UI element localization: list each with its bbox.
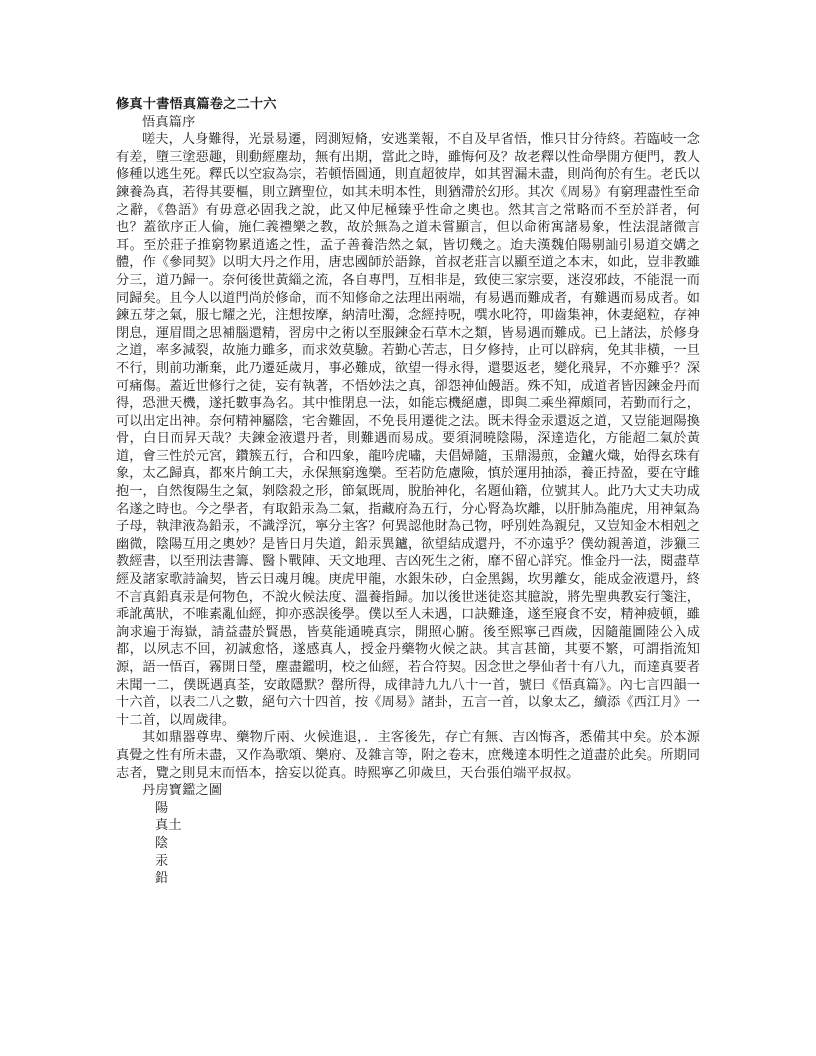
diagram-label-mercury: 汞 <box>155 853 169 869</box>
section-heading: 悟真篇序 <box>142 114 196 130</box>
diagram-label-lead: 鉛 <box>155 871 169 887</box>
body-paragraph-2: 其如鼎器尊卑、藥物斤兩、火候進退，．主客後先，存亡有無、吉凶悔吝，悉備其中矣。於本源真覺之性有所未盡，又作為歌頌、樂府、及雜言等，附之卷末，庶幾達本明性之道盡於此矣。所期同志者，覽之則見末而悟本，捨妄以從真。時熙寧乙卯歲旦，天台張伯端平叔叔。 <box>116 730 700 781</box>
diagram-label-true-earth: 真土 <box>155 818 182 834</box>
diagram-label-yang: 陽 <box>155 800 169 816</box>
page-title: 修真十書悟真篇卷之二十六 <box>116 97 277 112</box>
diagram-label-yin: 陰 <box>155 835 169 851</box>
diagram-title: 丹房寶鑑之圖 <box>142 783 223 799</box>
body-paragraph-1: 嗟夫，人身難得，光景易遷，罔測短脩，安逃業報，不自及早省悟，惟只甘分待終。若臨岐一念有差，墮三塗惡趣，則動經塵劫，無有出期，當此之時，雖悔何及？故老釋以性命學開方便門，教人修種以逃生死。釋氏以空寂為宗，若頓悟圓通，則直超彼岸，如其習漏未盡，則尚徇於有生。老氏以鍊養為真，若得其要樞，則立躋聖位，如其未明本性，則猶滯於幻形。其次《周易》有窮理盡性至命之辭，《魯語》有毋意必固我之說，此又仲尼極臻乎性命之奧也。然其言之常略而不至於詳者，何也？蓋欲序正人倫，施仁義禮樂之教，故於無為之道未嘗顯言，但以命術寓諸易象，性法混諸微言耳。至於莊子推窮物累逍遙之性，孟子善養浩然之氣，皆切幾之。迨夫漢魏伯陽剔訕引易道交媾之體，作《參同契》以明大丹之作用，唐忠國師於語錄，首叔老莊言以顯至道之本末，如此，豈非教雖分三，道乃歸一。奈何後世黃緇之流，各自專門，互相非是，致使三家宗要，迷沒邪歧，不能混一而同歸矣。且今人以道門尚於修命，而不知修命之法理出兩端，有易遇而難成者，有難遇而易成者。如鍊五芽之氣，服七耀之光，注想按摩，納清吐濁，念經持呪，噀水叱符，叩齒集神，休妻絕粒，存神閉息，運眉間之思補腦還精，習房中之術以至服鍊金石草木之類，皆易遇而難成。已上諸法，於修身之道，率多減裂，故施力雖多，而求效莫驗。若勤心苦志，日夕修持，止可以辟病，免其非橫，一旦不行，則前功漸棄，此乃遷延歲月，事必難成，欲望一得永得，還嬰返老，變化飛昇，不亦難乎？深可痛傷。蓋近世修行之徒，妄有執著，不悟妙法之真，卻怨神仙饅語。殊不知，成道者皆因鍊金丹而得，恐泄天機，遂托數事為名。其中惟閉息一法，如能忘機絕慮，即與二乘坐禪頗同，若勤而行之，可以出定出神。奈何精神屬陰，宅舍難固，不免長用遷徙之法。既未得金汞還返之道，又豈能迴陽換骨，白日而昇天哉？夫鍊金液還丹者，則難遇而易成。要須洞曉陰陽，深達造化，方能超二氣於黃道，會三性於元宮，鑽簇五行，合和四象，龍吟虎嘯，夫倡婦隨，玉鼎湯煎，金鑪火熾，始得玄珠有象，太乙歸真，都來片餉工夫，永保無窮逸樂。至若防危慮險，慎於運用抽添，養正持盈，要在守雌抱一，自然復陽生之氣，剝陰殺之形，節氣既周，脫胎神化，名題仙籍，位號其人。此乃大丈夫功成名遂之時也。今之學者，有取鉛汞為二氣，指藏府為五行，分心腎為坎離，以肝肺為龍虎，用神氣為子母，執津液為鉛汞，不識浮沉，寧分主客？何異認他財為己物，呼別姓為親兒，又豈知金木相剋之幽微，陰陽互用之奧妙？是皆日月失道，鉛汞異鑪，欲望結成還丹，不亦遠乎？僕幼親善道，涉獵三教經書，以至刑法書籌、醫卜戰陣、天文地理、吉凶死生之術，靡不留心詳究。惟金丹一法，閱盡草經及諸家歌詩論契，皆云日魂月魄。庚虎甲龍，水銀朱砂，白金黑錫，坎男離女，能成金液還丹，終不言真鉛真汞是何物色，不說火候法度、溫養指歸。加以後世迷徒恣其臆說，將先聖典教妄行箋注，乖訛萬狀，不唯素亂仙經，抑亦惑誤後學。僕以至人未遇，口訣難逢，遂至寢食不安，精神疲頓，雖詢求遍于海嶽，請益盡於賢愚，皆莫能通曉真宗，開照心腑。後至熙寧己酉歲，因隨龍圖陸公入成都，以夙志不回，初誠愈恪，遂感真人，授金丹藥物火候之訣。其言甚簡，其要不繁，可謂指流知源，語一悟百，霧開日瑩，塵盡鑑明，校之仙經，若合符契。因念世之學仙者十有八九，而達真要者未聞一二，僕既遇真荃，安敢隱默？罄所得，成律詩九九八十一首，號曰《悟真篇》。內七言四韻一十六首，以表二八之數，絕句六十四首，按《周易》諸卦，五言一首，以象太乙，續添《西江月》一十二首，以周歲律。 <box>116 132 700 728</box>
diagram-label-list <box>116 800 700 888</box>
